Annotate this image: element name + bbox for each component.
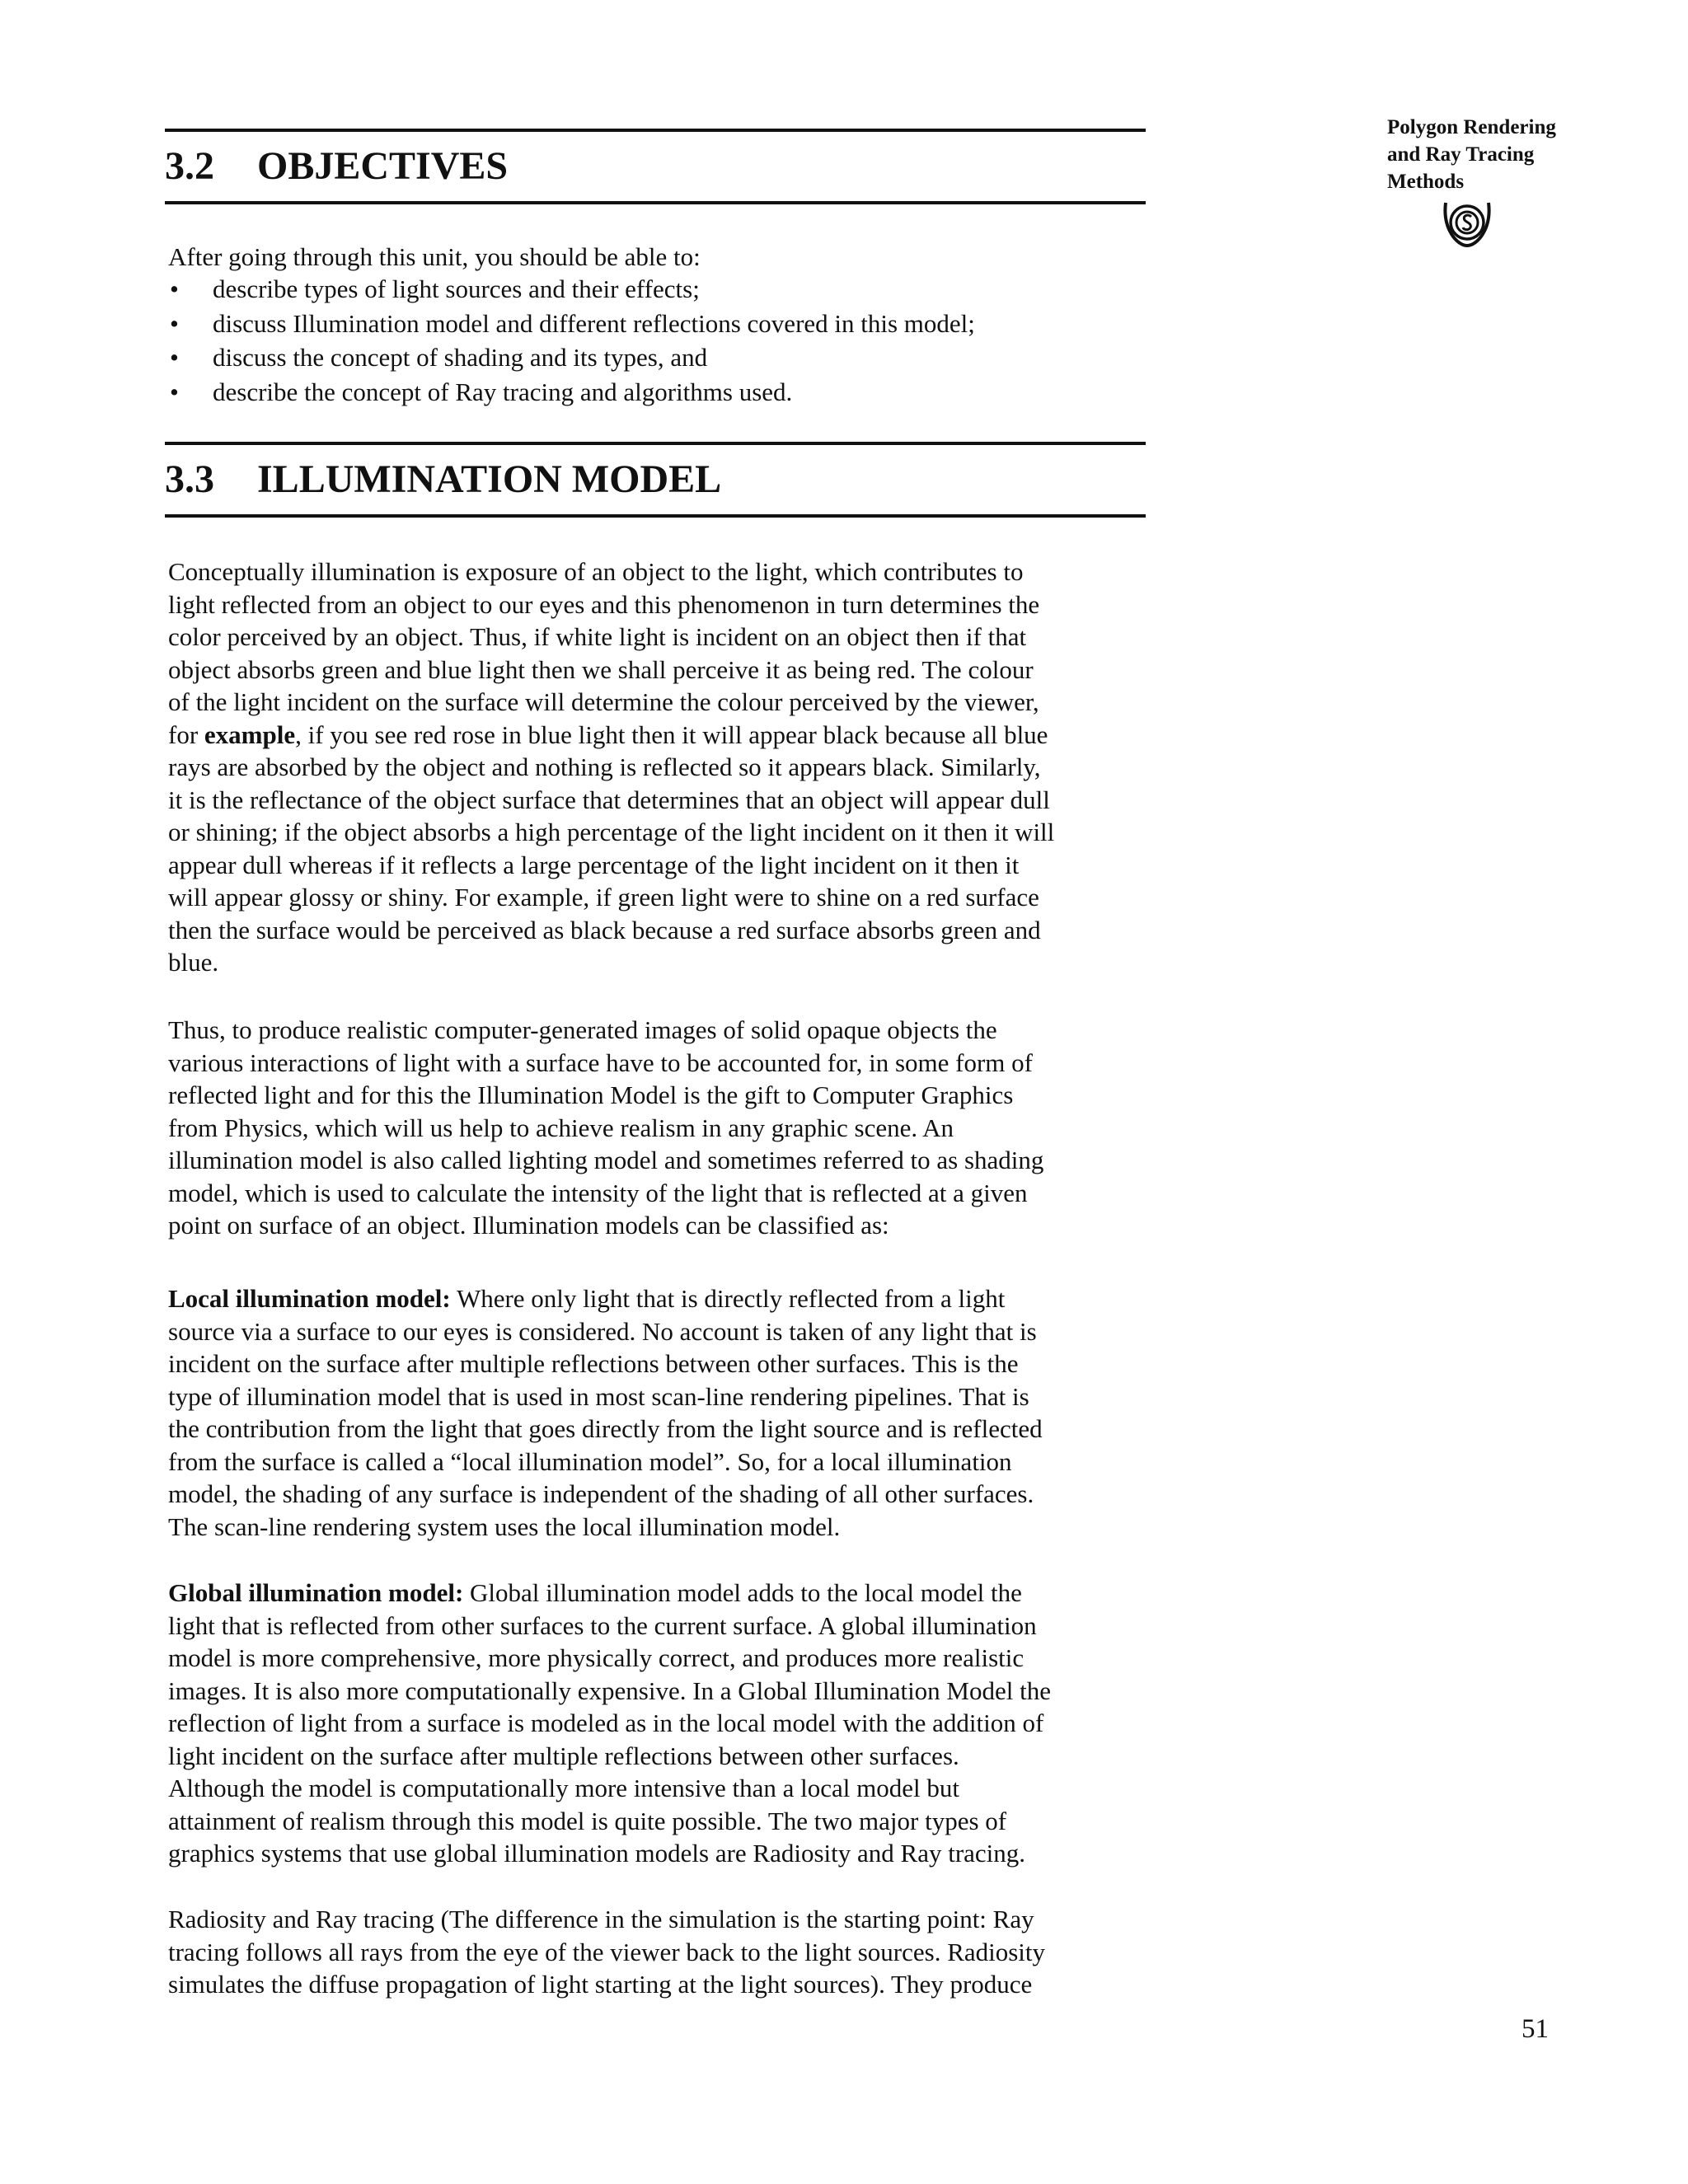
bold-term: example bbox=[204, 719, 296, 749]
list-item bbox=[168, 307, 975, 341]
paragraph-illumination-purpose bbox=[168, 1014, 1157, 1242]
text-line: graphics systems that use global illumination models are Radiosity and Ray tracing. bbox=[168, 1839, 1026, 1868]
text-line: various interactions of light with a surface have to be accounted for, in some form of bbox=[168, 1047, 1033, 1077]
running-header-line: Polygon Rendering bbox=[1387, 116, 1556, 138]
bullet-marker: • bbox=[170, 343, 179, 372]
text-line bbox=[168, 719, 1157, 752]
intro-line: After going through this unit, you should be able to: bbox=[168, 242, 701, 271]
text-line: simulates the diffuse propagation of light starting at the light sources). They produce bbox=[168, 1970, 1033, 1999]
text-line: light incident on the surface after multiple reflections between other surfaces. bbox=[168, 1741, 959, 1770]
list-item bbox=[168, 340, 975, 375]
heading-text bbox=[165, 132, 1146, 201]
text-line: model, the shading of any surface is independent of the shading of all other surfaces. bbox=[168, 1479, 1034, 1508]
text-line: reflection of light from a surface is modeled as in the local model with the addition of bbox=[168, 1708, 1044, 1737]
text-line: it is the reflectance of the object surface that determines that an object will appear dull bbox=[168, 785, 1050, 814]
section-heading-illumination-model bbox=[165, 442, 1146, 518]
list-item-text: discuss Illumination model and different reflections covered in this model; bbox=[213, 308, 975, 338]
text-line: reflected light and for this the Illumination Model is the gift to Computer Graphics bbox=[168, 1080, 1014, 1109]
text-line bbox=[168, 1282, 1157, 1315]
text-run: Where only light that is directly reflected from a light bbox=[450, 1284, 1006, 1313]
objectives-list bbox=[168, 272, 975, 409]
running-header-line: Methods bbox=[1387, 171, 1465, 193]
text-run: for bbox=[168, 719, 204, 749]
paragraph-global-illumination bbox=[168, 1577, 1157, 1870]
bullet-marker: • bbox=[170, 377, 179, 406]
text-line: model, which is used to calculate the intensity of the light that is reflected at a given bbox=[168, 1178, 1028, 1207]
text-line: incident on the surface after multiple reflections between other surfaces. This is the bbox=[168, 1349, 1019, 1378]
university-emblem-icon bbox=[1441, 196, 1493, 249]
text-line: tracing follows all rays from the eye of the viewer back to the light sources. Radiosity bbox=[168, 1937, 1046, 1966]
heading-rule-bottom bbox=[165, 201, 1146, 204]
text-line: model is more comprehensive, more physically correct, and produces more realistic bbox=[168, 1643, 1025, 1672]
section-number: 3.3 bbox=[165, 457, 214, 501]
text-line: The scan-line rendering system uses the local illumination model. bbox=[168, 1511, 841, 1541]
paragraph-local-illumination bbox=[168, 1282, 1157, 1543]
text-line: the contribution from the light that goes directly from the light source and is reflected bbox=[168, 1414, 1043, 1443]
paragraph-illumination-intro bbox=[168, 555, 1157, 979]
term-label: Global illumination model: bbox=[168, 1578, 464, 1607]
objectives-intro bbox=[168, 241, 1157, 274]
text-line: or shining; if the object absorbs a high percentage of the light incident on it then it will bbox=[168, 818, 1055, 846]
text-line: of the light incident on the surface will determine the colour perceived by the viewer, bbox=[168, 687, 1039, 716]
text-line: then the surface would be perceived as black because a red surface absorbs green and bbox=[168, 915, 1041, 944]
text-line: light reflected from an object to our eyes and this phenomenon in turn determines the bbox=[168, 589, 1040, 619]
text-line: source via a surface to our eyes is considered. No account is taken of any light that is bbox=[168, 1316, 1037, 1346]
text-line: type of illumination model that is used in most scan-line rendering pipelines. That is bbox=[168, 1381, 1029, 1411]
text-line: attainment of realism through this model is quite possible. The two major types of bbox=[168, 1806, 1007, 1835]
text-line: illumination model is also called lighting model and sometimes referred to as shading bbox=[168, 1146, 1044, 1174]
bullet-marker: • bbox=[170, 308, 179, 338]
text-line: Although the model is computationally more intensive than a local model but bbox=[168, 1774, 959, 1802]
text-run: Global illumination model adds to the local model the bbox=[463, 1578, 1022, 1607]
text-line: Thus, to produce realistic computer-generated images of solid opaque objects the bbox=[168, 1015, 997, 1044]
section-number: 3.2 bbox=[165, 144, 214, 188]
text-line: light that is reflected from other surfaces to the current surface. A global illumination bbox=[168, 1610, 1037, 1640]
running-header bbox=[1387, 114, 1651, 195]
list-item-text: discuss the concept of shading and its types, and bbox=[213, 343, 708, 372]
text-line: Conceptually illumination is exposure of an object to the light, which contributes to bbox=[168, 557, 1024, 586]
text-line bbox=[168, 1577, 1157, 1610]
section-title: OBJECTIVES bbox=[257, 144, 509, 188]
page-number: 51 bbox=[1522, 2014, 1549, 2044]
text-line: images. It is also more computationally expensive. In a Global Illumination Model the bbox=[168, 1675, 1051, 1705]
paragraph-radiosity-ray-tracing bbox=[168, 1903, 1157, 2001]
text-line: appear dull whereas if it reflects a large percentage of the light incident on it then it bbox=[168, 850, 1020, 879]
heading-rule-bottom bbox=[165, 514, 1146, 518]
text-line: blue. bbox=[168, 948, 219, 977]
text-line: point on surface of an object. Illumination models can be classified as: bbox=[168, 1211, 889, 1240]
text-run: , if you see red rose in blue light then it will appear black because all blue bbox=[295, 719, 1048, 749]
heading-text bbox=[165, 445, 1146, 514]
section-title: ILLUMINATION MODEL bbox=[257, 457, 722, 501]
text-line: from the surface is called a “local illumination model”. So, for a local illumination bbox=[168, 1446, 1012, 1476]
list-item-text: describe the concept of Ray tracing and algorithms used. bbox=[213, 377, 793, 406]
text-line: rays are absorbed by the object and nothing is reflected so it appears black. Similarly, bbox=[168, 752, 1041, 781]
text-line: color perceived by an object. Thus, if white light is incident on an object then if that bbox=[168, 622, 1027, 651]
bullet-marker: • bbox=[170, 274, 179, 303]
section-heading-objectives bbox=[165, 129, 1146, 204]
term-label: Local illumination model: bbox=[168, 1284, 451, 1313]
text-line: Radiosity and Ray tracing (The difference in the simulation is the starting point: Ray bbox=[168, 1905, 1034, 1933]
running-header-line: and Ray Tracing bbox=[1387, 143, 1535, 166]
text-line: will appear glossy or shiny. For example, if green light were to shine on a red surface bbox=[168, 883, 1039, 912]
text-line: object absorbs green and blue light then we shall perceive it as being red. The colour bbox=[168, 654, 1034, 684]
list-item bbox=[168, 375, 975, 410]
list-item-text: describe types of light sources and their effects; bbox=[213, 274, 700, 303]
list-item bbox=[168, 272, 975, 307]
text-line: from Physics, which will us help to achieve realism in any graphic scene. An bbox=[168, 1113, 954, 1142]
